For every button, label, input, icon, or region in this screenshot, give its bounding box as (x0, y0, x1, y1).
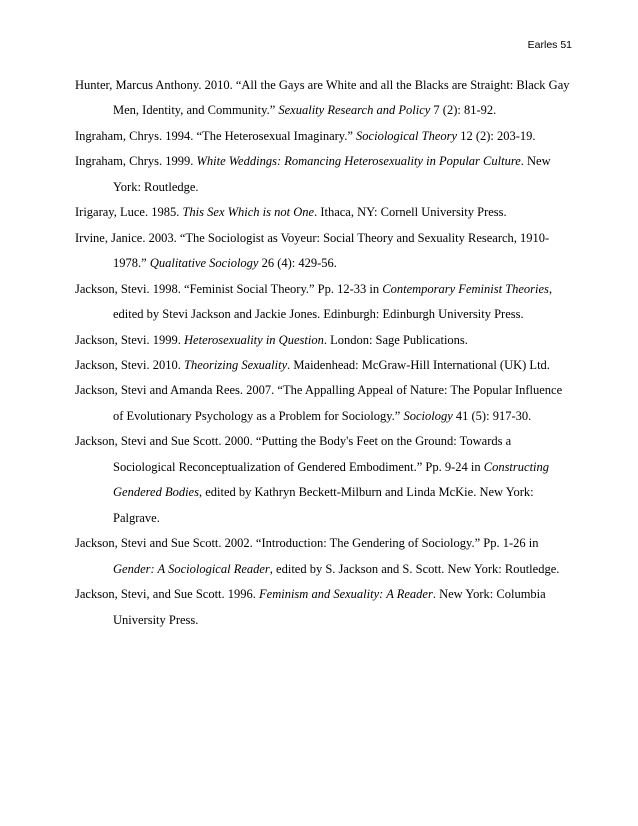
reference-text: 41 (5): 917-30. (452, 408, 532, 423)
reference-title: Sociological Theory (356, 128, 458, 143)
running-head: Earles 51 (527, 39, 572, 51)
reference-text: Irigaray, Luce. 1985. (75, 205, 183, 220)
reference-text: . Maidenhead: McGraw-Hill International (UK) Ltd. (287, 357, 550, 372)
reference-text: . New York: Columbia University Press. (113, 587, 546, 627)
reference-entry (75, 73, 575, 124)
reference-text: . Ithaca, NY: Cornell University Press. (314, 205, 507, 220)
reference-title: Contemporary Feminist Theories (382, 281, 549, 296)
reference-title: Gender: A Sociological Reader (113, 561, 270, 576)
reference-title: Qualitative Sociology (149, 256, 259, 271)
reference-title: White Weddings: Romancing Heterosexuality in Popular Culture (196, 154, 521, 169)
reference-text: Jackson, Stevi and Amanda Rees. 2007. “The Appalling Appeal of Nature: The Popular Influence of Evolutionary Psychology as a Problem for Sociology.” (75, 383, 563, 423)
reference-text: , edited by Stevi Jackson and Jackie Jones. Edinburgh: Edinburgh University Press. (113, 281, 553, 322)
reference-entry (75, 277, 575, 328)
reference-title: Sexuality Research and Policy (278, 103, 431, 118)
reference-text: Jackson, Stevi and Sue Scott. 2002. “Introduction: The Gendering of Sociology.” Pp. 1-26 in (75, 536, 539, 551)
reference-text: 7 (2): 81-92. (430, 103, 497, 118)
reference-text: Jackson, Stevi. 1999. (75, 332, 185, 347)
reference-title: This Sex Which is not One (182, 205, 315, 220)
reference-text: , edited by Kathryn Beckett-Milburn and Linda McKie. New York: Palgrave. (113, 485, 534, 525)
reference-text: . New York: Routledge. (113, 154, 551, 194)
reference-entry (75, 328, 575, 353)
reference-text: Hunter, Marcus Anthony. 2010. “All the Gays are White and all the Blacks are Straight: Black Gay Men, Identity, and Community.” (75, 78, 570, 118)
reference-text: Jackson, Stevi. 2010. (75, 357, 185, 372)
reference-entry (75, 200, 575, 225)
reference-text: . London: Sage Publications. (323, 332, 468, 347)
reference-text: Jackson, Stevi. 1998. “Feminist Social Theory.” Pp. 12-33 in (75, 281, 383, 296)
reference-title: Constructing Gendered Bodies (113, 459, 550, 500)
reference-list (75, 73, 575, 633)
reference-text: Jackson, Stevi and Sue Scott. 2000. “Putting the Body's Feet on the Ground: Towards a Sociological Reconceptualization of Gendered Embodiment.” Pp. 9-24 in (75, 434, 512, 474)
reference-entry (75, 226, 575, 277)
reference-entry (75, 378, 575, 429)
reference-entry (75, 429, 575, 531)
reference-entry (75, 149, 575, 200)
reference-text: , edited by S. Jackson and S. Scott. New York: Routledge. (269, 561, 560, 576)
reference-text: Ingraham, Chrys. 1994. “The Heterosexual Imaginary.” (75, 128, 357, 143)
reference-title: Sociology (403, 408, 453, 423)
reference-text: 26 (4): 429-56. (258, 256, 337, 271)
reference-entry (75, 531, 575, 582)
reference-text: Jackson, Stevi, and Sue Scott. 1996. (75, 587, 260, 602)
reference-title: Feminism and Sexuality: A Reader (259, 587, 433, 602)
reference-entry (75, 582, 575, 633)
reference-title: Heterosexuality in Question (184, 332, 324, 347)
reference-text: Irvine, Janice. 2003. “The Sociologist as Voyeur: Social Theory and Sexuality Research, 1910-1978.” (75, 230, 550, 271)
reference-text: 12 (2): 203-19. (457, 128, 536, 143)
reference-text: Ingraham, Chrys. 1999. (75, 154, 197, 169)
reference-title: Theorizing Sexuality (184, 357, 288, 372)
reference-entry (75, 124, 575, 149)
reference-entry (75, 353, 575, 378)
